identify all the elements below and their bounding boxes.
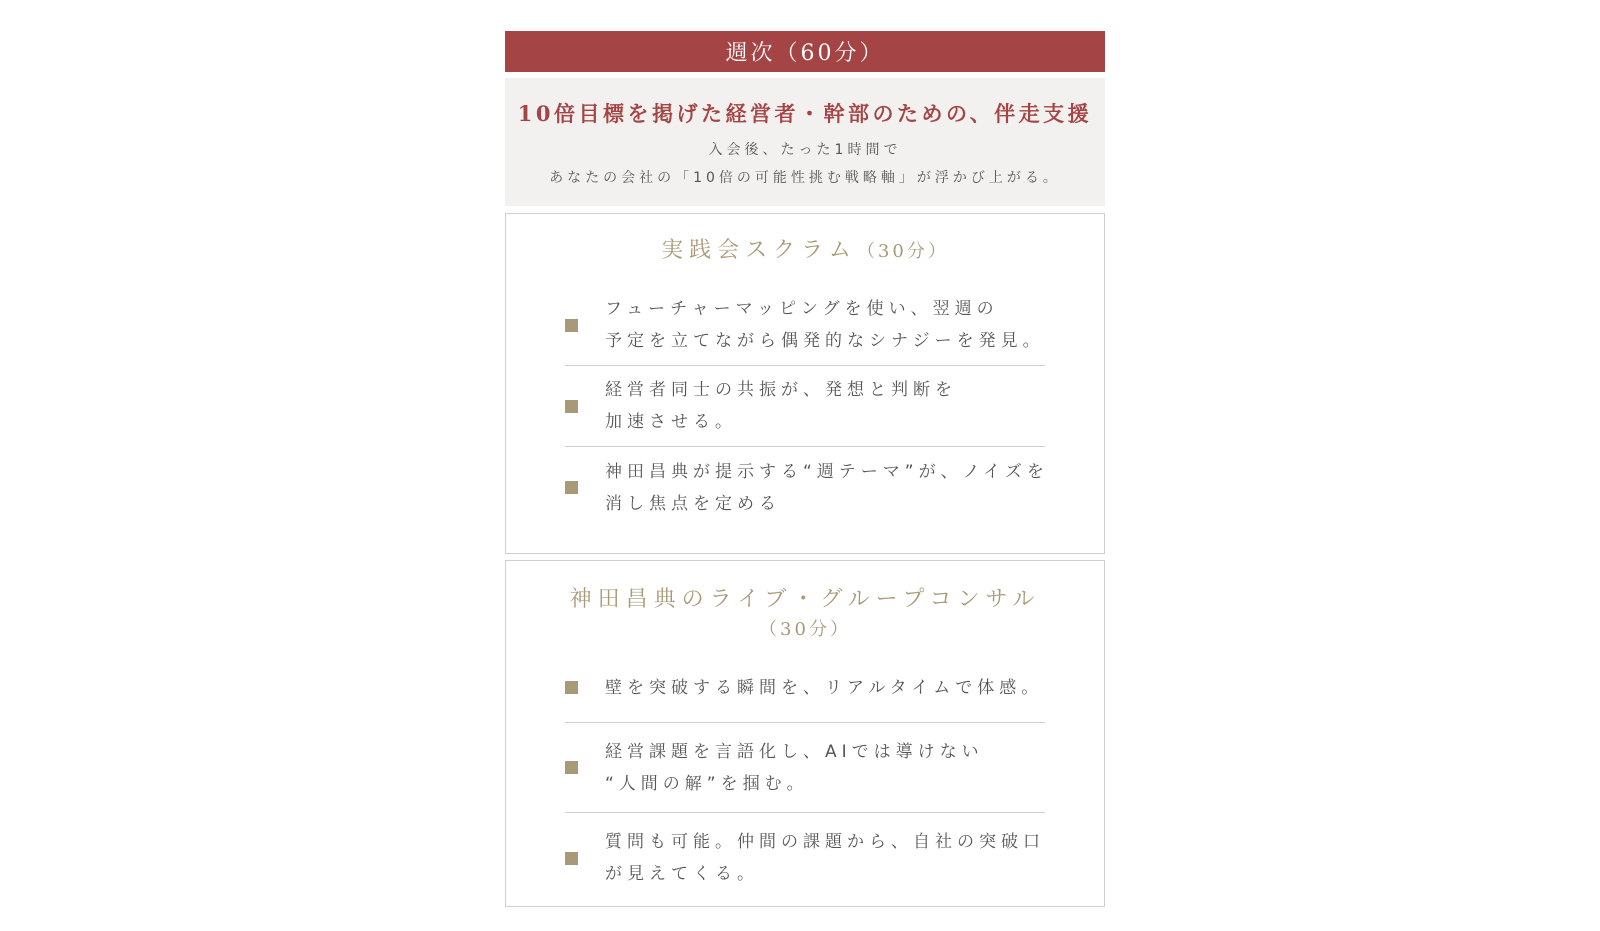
weekly-header-label: 週次（60分） [725, 41, 885, 66]
item-text-line: 経営者同士の共振が、発想と判断を [605, 380, 957, 400]
consult-card-title: 神田昌典のライブ・グループコンサル [569, 587, 1041, 612]
scrum-card-title [506, 236, 1104, 267]
scrum-duration: （30分） [856, 241, 949, 262]
square-bullet-icon [565, 761, 578, 774]
scrum-item-list [565, 285, 1049, 528]
item-text-line: “人間の解”を掴む。 [605, 773, 809, 794]
item-text-line: 加速させる。 [605, 412, 737, 432]
item-text-line: が見えてくる。 [605, 864, 759, 884]
consult-card [505, 560, 1105, 907]
item-text-line: 質問も可能。仲間の課題から、自社の突破口 [605, 832, 1045, 852]
list-item [565, 285, 1045, 366]
square-bullet-icon [565, 400, 578, 413]
intro-line-2: あなたの会社の「10倍の可能性挑む戦略軸」が浮かび上がる。 [549, 170, 1061, 186]
weekly-header [505, 31, 1105, 72]
item-text-line: 消し焦点を定める [605, 493, 781, 514]
square-bullet-icon [565, 481, 578, 494]
consult-item-list [565, 653, 1045, 903]
item-text-line: 壁を突破する瞬間を、リアルタイムで体感。 [605, 677, 1044, 698]
scrum-title-text: 実践会スクラム [661, 238, 857, 263]
list-item [565, 813, 1045, 903]
consult-duration: （30分） [759, 619, 851, 640]
square-bullet-icon [565, 852, 578, 865]
intro-panel [505, 78, 1105, 206]
square-bullet-icon [565, 319, 578, 332]
list-item [565, 653, 1045, 723]
list-item [565, 447, 1049, 528]
list-item [565, 366, 1045, 447]
intro-line-1: 入会後、たった1時間で [708, 142, 902, 158]
weekly-program [505, 31, 1105, 907]
intro-title: 10倍目標を掲げた経営者・幹部のための、伴走支援 [517, 101, 1093, 126]
square-bullet-icon [565, 681, 578, 694]
item-text-line: フューチャーマッピングを使い、翌週の [605, 299, 999, 319]
item-text-line: 予定を立てながら偶発的なシナジーを発見。 [605, 331, 1045, 351]
item-text-line: 神田昌典が提示する“週テーマ”が、ノイズを [605, 461, 1049, 482]
scrum-card [505, 213, 1105, 554]
list-item [565, 723, 1045, 813]
item-text-line: 経営課題を言語化し、AIでは導けない [605, 741, 984, 762]
